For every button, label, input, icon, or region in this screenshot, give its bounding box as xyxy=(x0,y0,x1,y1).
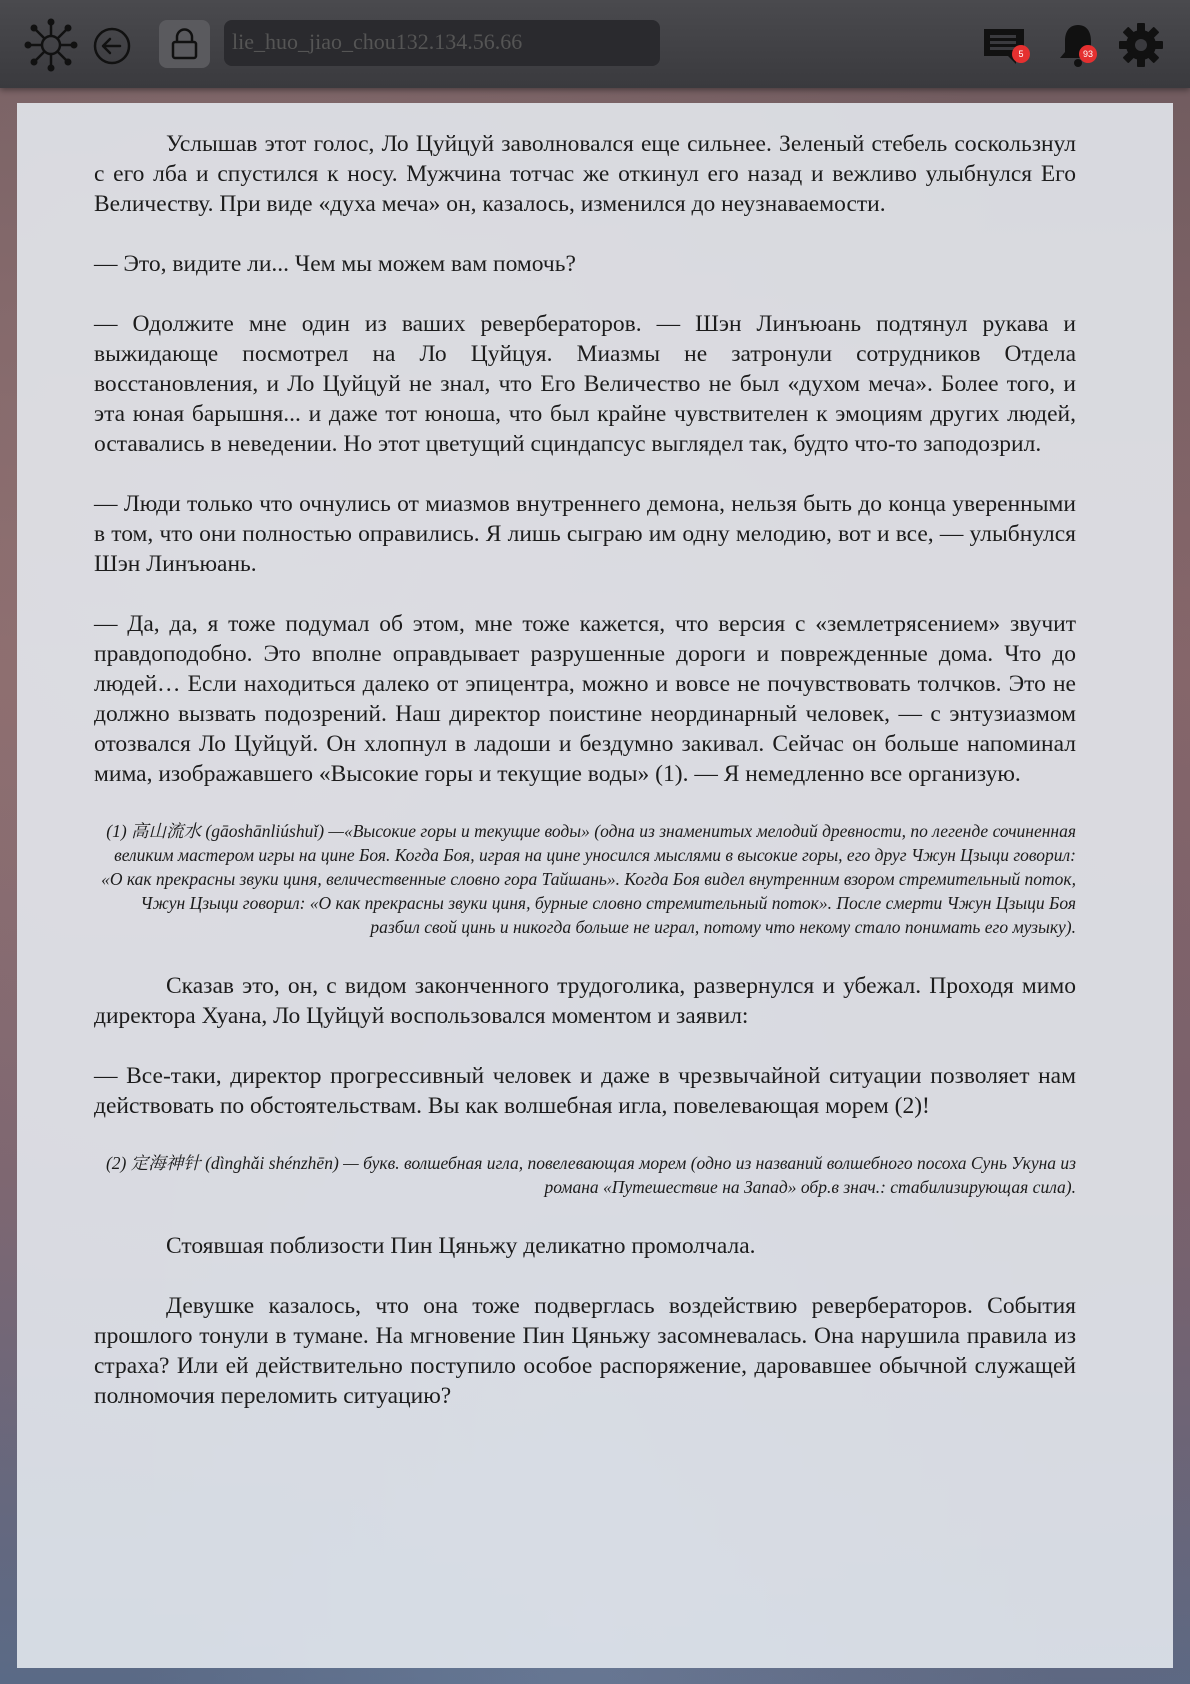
messages-count-badge: 5 xyxy=(1012,45,1030,63)
notifications-count-badge: 93 xyxy=(1079,45,1097,63)
footnote: (1) 高山流水 (gāoshānliúshuǐ) —«Высокие горы и текущие воды» (одна из знаменитых мелодий древности, по легенде сочиненная великим мастером игры на цине Боя. Когда Боя, играя на цине уносился мыслями в высокие горы, его друг Чжун Цзыци говорил: «О как прекрасны звуки циня, величественные словно гора Тайшань». Когда Боя видел внутренним взором стремительный поток, Чжун Цзыци говорил: «О как прекрасны звуки циня, бурные словно стремительный поток». После смерти Чжун Цзыци Боя разбил свой цинь и никогда больше не играл, потому что некому стало понимать его музыку). xyxy=(101,821,1076,937)
paragraph: — Одолжите мне один из ваших ревербераторов. — Шэн Линъюань подтянул рукава и выжидающе посмотрел на Ло Цуйцуя. Миазмы не затронули сотрудников Отдела восстановления, и Ло Цуйцуй не знал, что Его Величество не был «духом меча». Более того, и эта юная барышня... и даже тот юноша, что был крайне чувствителен к эмоциям других людей, оставались в неведении. Но этот цветущий сциндапсус выглядел так, будто что-то заподозрил. xyxy=(94,311,1076,457)
logo-icon[interactable] xyxy=(24,18,78,72)
address-field[interactable]: lie_huo_jiao_chou132.134.56.66 xyxy=(224,20,660,66)
top-bar xyxy=(0,0,1190,88)
paragraph: Сказав это, он, с видом законченного трудоголика, развернулся и убежал. Проходя мимо директора Хуана, Ло Цуйцуй воспользовался моментом и заявил: xyxy=(94,973,1076,1029)
chapter-text xyxy=(94,129,1076,1441)
back-arrow-icon[interactable] xyxy=(92,26,132,66)
paragraph: — Да, да, я тоже подумал об этом, мне тоже кажется, что версия с «землетрясением» звучит правдоподобно. Это вполне оправдывает разрушенные дороги и поврежденные дома. Что до людей… Если находиться далеко от эпицентра, можно и вовсе не почувствовать толчков. Это не должно вызвать подозрений. Наш директор поистине неординарный человек, — с энтузиазмом отозвался Ло Цуйцуй. Он хлопнул в ладоши и бездумно закивал. Сейчас он больше напоминал мима, изображавшего «Высокие горы и текущие воды» (1). — Я немедленно все организую. xyxy=(94,611,1076,787)
footnote: (2) 定海神针 (dìnghǎi shénzhēn) — букв. волшебная игла, повелевающая морем (одно из названий волшебного посоха Сунь Укуна из романа «Путешествие на Запад» обр.в знач.: стабилизирующая сила). xyxy=(105,1153,1076,1197)
lock-button[interactable] xyxy=(159,20,210,68)
paragraph: — Все-таки, директор прогрессивный человек и даже в чрезвычайной ситуации позволяет нам действовать по обстоятельствам. Вы как волшебная игла, повелевающая морем (2)! xyxy=(94,1063,1076,1119)
paragraph: — Люди только что очнулись от миазмов внутреннего демона, нельзя быть до конца уверенными в том, что они полностью оправились. Я лишь сыграю им одну мелодию, вот и все, — улыбнулся Шэн Линъюань. xyxy=(94,491,1076,577)
paragraph: Услышав этот голос, Ло Цуйцуй заволновался еще сильнее. Зеленый стебель соскользнул с его лба и спустился к носу. Мужчина тотчас же откинул его назад и вежливо улыбнулся Его Величеству. При виде «духа меча» он, казалось, изменился до неузнаваемости. xyxy=(94,131,1076,217)
paragraph: Стоявшая поблизости Пин Цяньжу деликатно промолчала. xyxy=(166,1233,756,1259)
gear-icon[interactable] xyxy=(1118,22,1164,68)
paragraph: Девушке казалось, что она тоже подверглась воздействию ревербераторов. События прошлого тонули в тумане. На мгновение Пин Цяньжу засомневалась. Она нарушила правила из страха? Или ей действительно поступило особое распоряжение, даровавшее обычной служащей полномочия переломить ситуацию? xyxy=(94,1293,1076,1409)
lock-icon xyxy=(169,28,200,60)
paragraph: — Это, видите ли... Чем мы можем вам помочь? xyxy=(94,251,576,277)
